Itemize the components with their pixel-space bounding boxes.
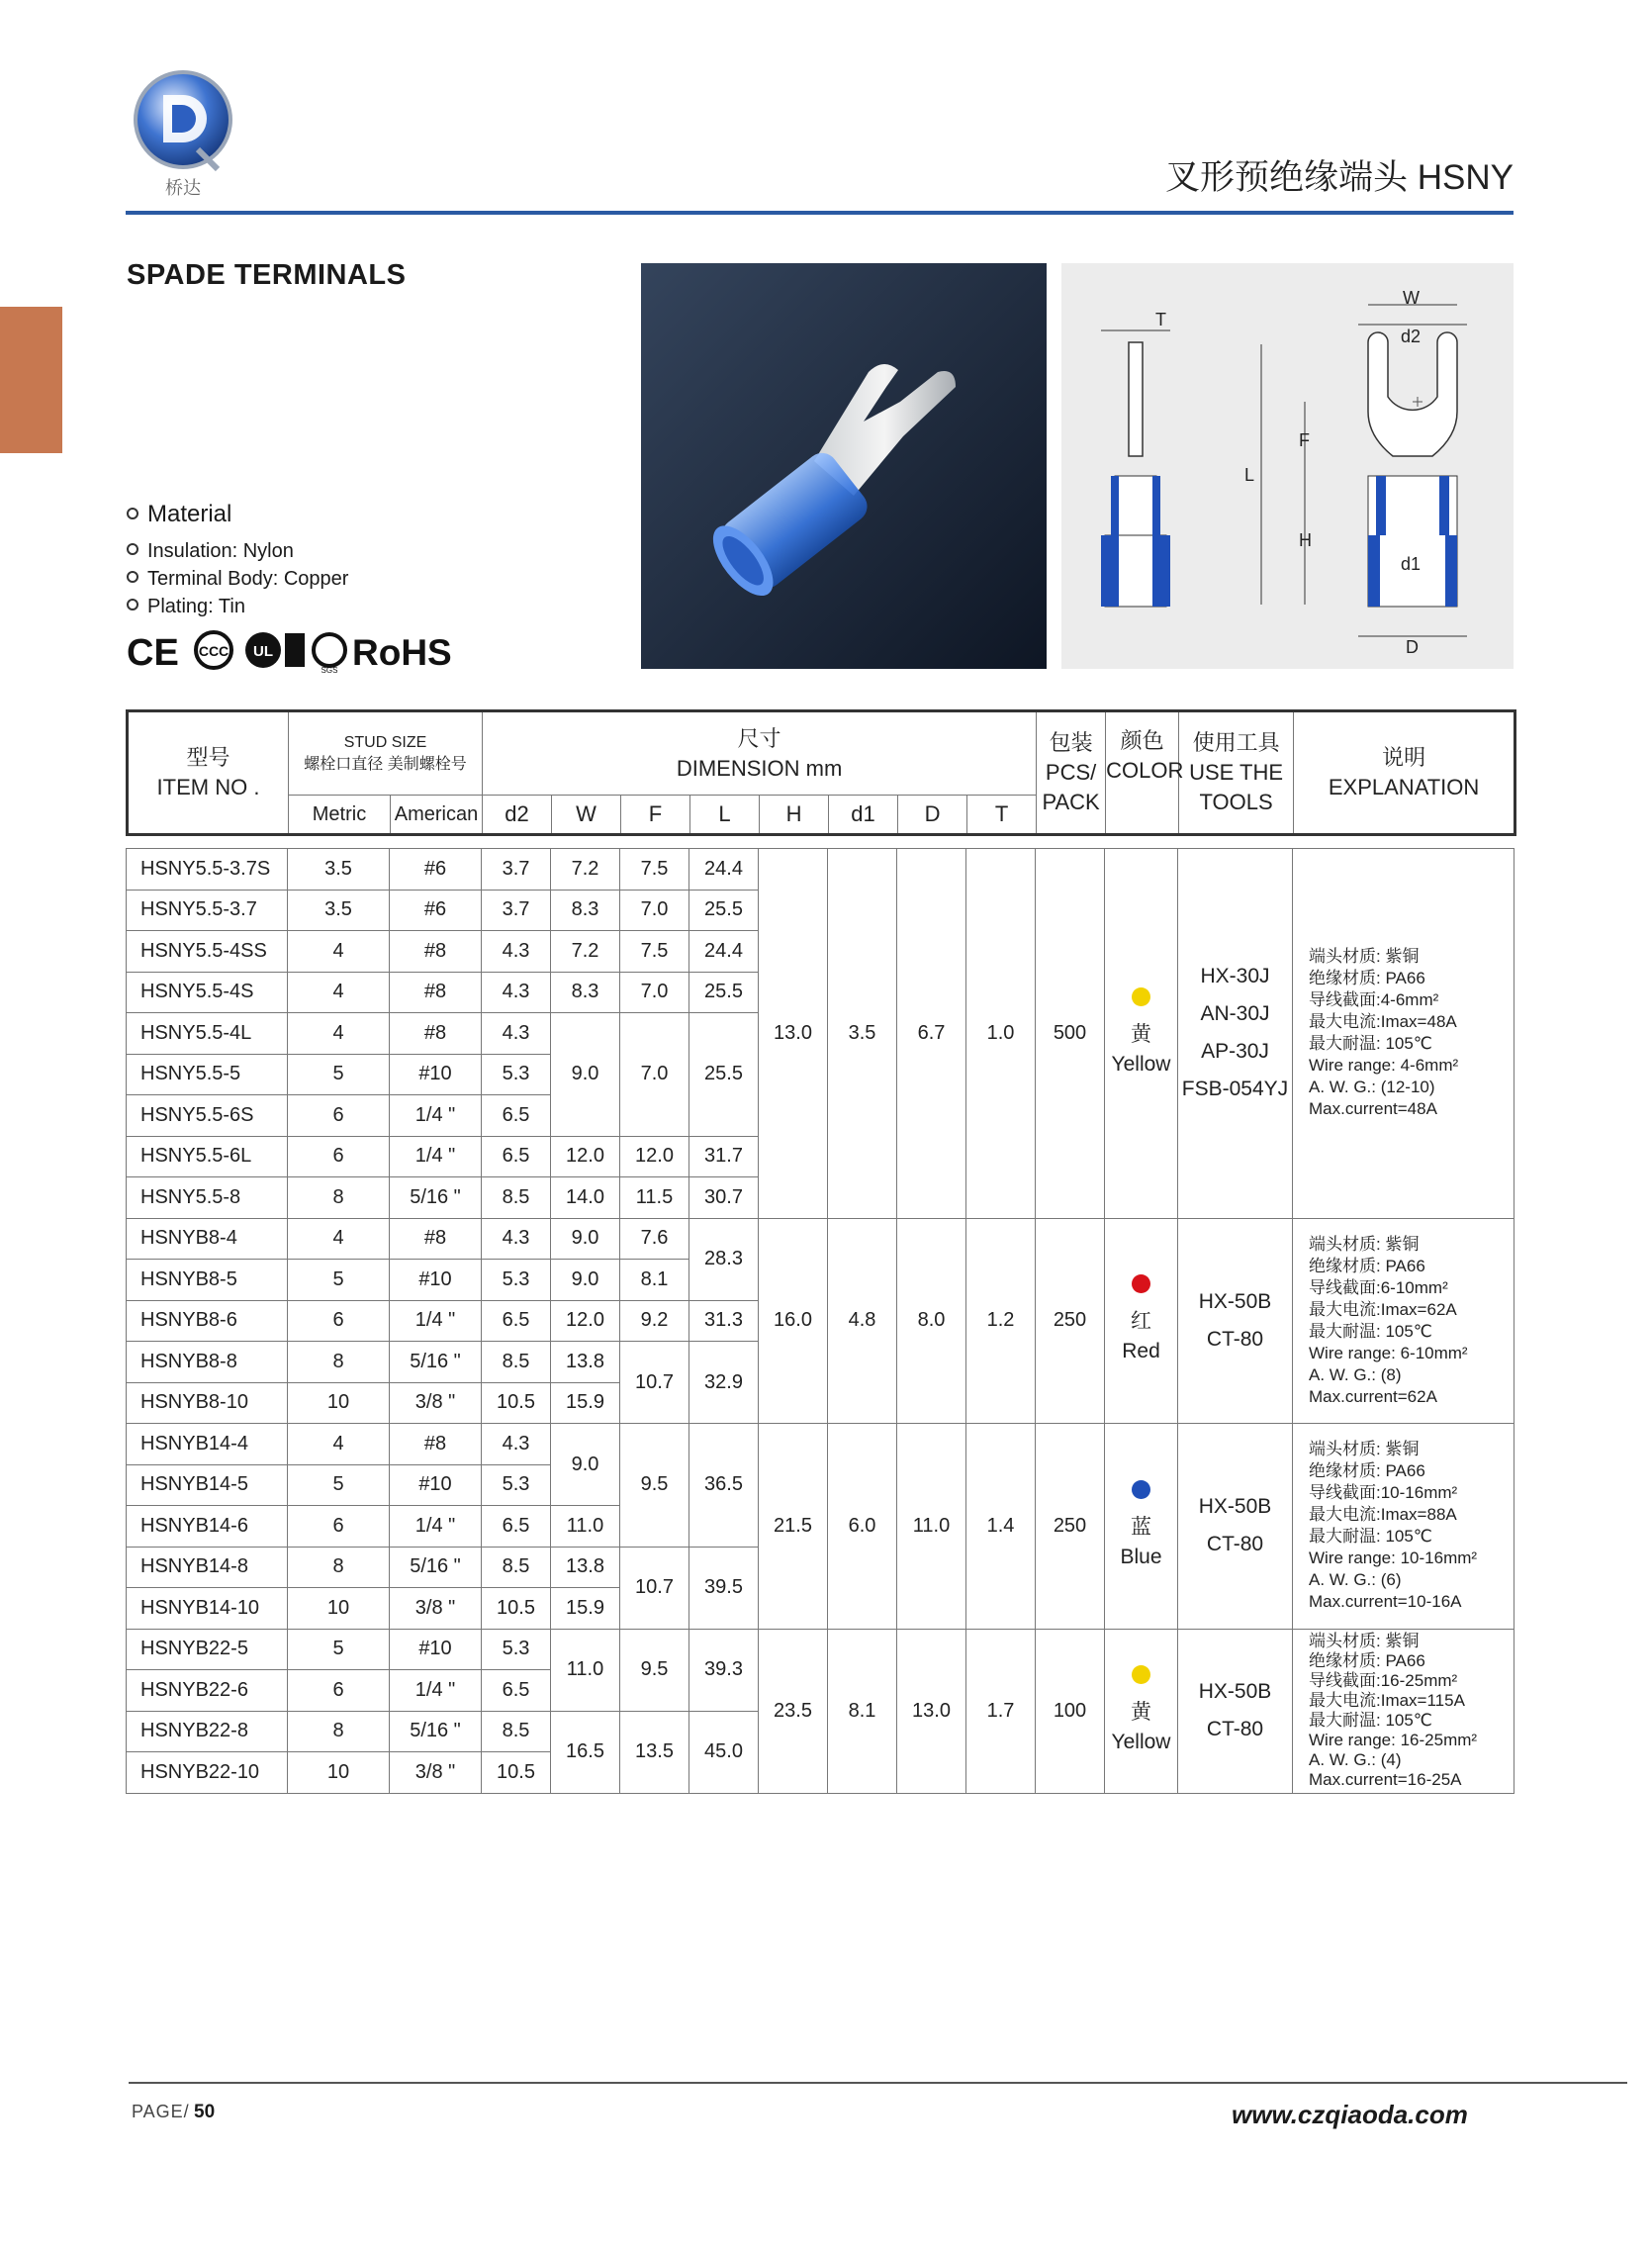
header-d1: d1 — [829, 796, 898, 835]
footer-rule — [129, 2082, 1627, 2084]
ul-mark — [245, 632, 305, 668]
svg-text:CE: CE — [127, 632, 179, 674]
explanation-cell: 端头材质: 紫铜 绝缘材质: PA66 导线截面:10-16mm² 最大电流:Imax=88A 最大耐温: 105℃ Wire range: 10-16mm² A. W. G.: (6) Max.current=10-16A — [1293, 1424, 1514, 1630]
material-plating: Plating: Tin — [127, 596, 245, 618]
svg-text:CCC: CCC — [198, 643, 229, 659]
svg-text:d2: d2 — [1401, 327, 1422, 346]
header-rule — [126, 211, 1514, 215]
table-row: HSNY5.5-4SS 4 #8 4.3 7.2 7.5 24.4 — [127, 931, 1514, 973]
tools-cell: HX-50B CT-80 — [1178, 1629, 1293, 1793]
material-heading: Material — [127, 501, 231, 528]
explanation-cell: 端头材质: 紫铜 绝缘材质: PA66 导线截面:6-10mm² 最大电流:Imax=62A 最大耐温: 105℃ Wire range: 6-10mm² A. W. G.: (8) Max.current=62A — [1293, 1218, 1514, 1424]
table-header — [126, 709, 1516, 836]
header-item: 型号 ITEM NO . — [128, 711, 289, 835]
svg-text:D: D — [1406, 637, 1419, 657]
page-title: 叉形预绝缘端头 HSNY — [1165, 158, 1514, 197]
header-d2: d2 — [483, 796, 552, 835]
table-row: HSNYB8-4 4 #8 4.3 9.0 7.6 28.3 16.0 4.8 8.0 1.2 250 红 Red HX-50B CT-80 端头材质: 紫铜 绝缘材质: PA66 导线截面:6-10mm² 最大电流:Imax=62A 最大耐温: 105℃ Wire range: 6-10mm² A. W. G.: (8) Max.current=62A — [127, 1218, 1514, 1260]
header-d: D — [898, 796, 967, 835]
header-color: 颜色 COLOR — [1106, 711, 1179, 835]
header-stud-size: STUD SIZE 螺栓口直径 美制螺栓号 — [289, 711, 483, 796]
header-h: H — [760, 796, 829, 835]
certification-marks — [127, 625, 503, 675]
page-label: PAGE/ — [132, 2102, 190, 2121]
tools-cell: HX-50B CT-80 — [1178, 1424, 1293, 1630]
table-row: HSNY5.5-6L 6 1/4 " 6.5 12.0 12.0 31.7 — [127, 1136, 1514, 1177]
header-f: F — [621, 796, 690, 835]
color-cell: 黄 Yellow — [1105, 1629, 1178, 1793]
sgs-mark — [314, 634, 345, 675]
material-body: Terminal Body: Copper — [127, 568, 348, 591]
table-row: HSNYB14-5 5 #10 5.3 — [127, 1464, 1514, 1506]
page-number: 50 — [194, 2102, 216, 2122]
dimension-diagram — [1061, 263, 1514, 669]
header-explanation: 说明 EXPLANATION — [1294, 711, 1515, 835]
table-row: HSNY5.5-3.7S 3.5 #6 3.7 7.2 7.5 24.4 13.0 3.5 6.7 1.0 500 黄 Yellow HX-30J AN-30J AP-30J FSB-054YJ 端头材质: 紫铜 绝缘材质: PA66 导线截面:4-6mm² 最大电流:Imax=48A 最大耐温: 105℃ Wire range: 4-6mm² A. W. G.: (12-10) Max.current=48A — [127, 849, 1514, 891]
rohs-mark: RoHS — [352, 632, 452, 673]
yellow-color-dot — [1132, 987, 1150, 1006]
table-row: HSNYB22-8 8 5/16 " 8.5 16.5 13.5 45.0 — [127, 1711, 1514, 1752]
yellow-color-dot — [1132, 1665, 1150, 1684]
table-row: HSNY5.5-6S 6 1/4 " 6.5 — [127, 1095, 1514, 1137]
color-cell: 黄 Yellow — [1105, 849, 1178, 1219]
explanation-cell: 端头材质: 紫铜 绝缘材质: PA66 导线截面:4-6mm² 最大电流:Imax=48A 最大耐温: 105℃ Wire range: 4-6mm² A. W. G.: (12-10) Max.current=48A — [1293, 849, 1514, 1219]
table-row: HSNYB8-8 8 5/16 " 8.5 13.8 10.7 32.9 — [127, 1342, 1514, 1383]
svg-text:H: H — [1299, 530, 1312, 550]
header-dimension: 尺寸 DIMENSION mm — [483, 711, 1037, 796]
table-row: HSNY5.5-3.7 3.5 #6 3.7 8.3 7.0 25.5 — [127, 890, 1514, 931]
header-american: American — [391, 796, 483, 835]
section-title: SPADE TERMINALS — [127, 259, 407, 291]
color-cell: 红 Red — [1105, 1218, 1178, 1424]
table-row: HSNYB8-10 10 3/8 " 10.5 15.9 — [127, 1382, 1514, 1424]
header-w: W — [552, 796, 621, 835]
svg-text:SGS: SGS — [321, 666, 338, 675]
table-row: HSNYB14-4 4 #8 4.3 9.0 9.5 36.5 21.5 6.0 11.0 1.4 250 蓝 Blue HX-50B CT-80 端头材质: 紫铜 绝缘材质: PA66 导线截面:10-16mm² 最大电流:Imax=88A 最大耐温: 105℃ Wire range: 10-16mm² A. W. G.: (6) Max.current=10-16A — [127, 1424, 1514, 1465]
svg-text:F: F — [1299, 430, 1310, 450]
side-tab — [0, 307, 62, 453]
material-insulation: Insulation: Nylon — [127, 540, 294, 563]
header-t: T — [967, 796, 1037, 835]
svg-text:桥达: 桥达 — [165, 178, 201, 199]
table-row: HSNYB14-8 8 5/16 " 8.5 13.8 10.7 39.5 — [127, 1547, 1514, 1588]
blue-color-dot — [1132, 1480, 1150, 1499]
table-row: HSNYB22-5 5 #10 5.3 11.0 9.5 39.3 23.5 8.1 13.0 1.7 100 黄 Yellow HX-50B CT-80 端头材质: 紫铜 绝缘材质: PA66 导线截面:16-25mm² 最大电流:Imax=115A 最大耐温: 105℃ Wire range: 16-25mm² A. W. G.: (4) Max.current=16-25A — [127, 1629, 1514, 1670]
table-row: HSNYB8-5 5 #10 5.3 9.0 8.1 — [127, 1260, 1514, 1301]
svg-text:W: W — [1403, 288, 1420, 308]
svg-text:T: T — [1155, 310, 1166, 329]
table-row: HSNYB22-6 6 1/4 " 6.5 — [127, 1670, 1514, 1712]
tools-cell: HX-50B CT-80 — [1178, 1218, 1293, 1424]
table-row: HSNYB14-10 10 3/8 " 10.5 15.9 — [127, 1588, 1514, 1630]
tools-cell: HX-30J AN-30J AP-30J FSB-054YJ — [1178, 849, 1293, 1219]
company-logo — [129, 65, 237, 204]
product-photo — [641, 263, 1047, 669]
table-row: HSNY5.5-8 8 5/16 " 8.5 14.0 11.5 30.7 — [127, 1177, 1514, 1219]
svg-text:d1: d1 — [1401, 554, 1422, 574]
header-tools: 使用工具 USE THE TOOLS — [1179, 711, 1294, 835]
svg-text:UL: UL — [253, 643, 273, 660]
table-row: HSNY5.5-4S 4 #8 4.3 8.3 7.0 25.5 — [127, 972, 1514, 1013]
table-row: HSNY5.5-5 5 #10 5.3 — [127, 1054, 1514, 1095]
svg-text:L: L — [1244, 465, 1255, 485]
spec-table — [126, 848, 1514, 1794]
red-color-dot — [1132, 1274, 1150, 1293]
ccc-mark — [196, 632, 231, 668]
table-row: HSNY5.5-4L 4 #8 4.3 9.0 7.0 25.5 — [127, 1013, 1514, 1055]
ce-mark — [127, 632, 179, 674]
explanation-cell: 端头材质: 紫铜 绝缘材质: PA66 导线截面:16-25mm² 最大电流:Imax=115A 最大耐温: 105℃ Wire range: 16-25mm² A. W. G.: (4) Max.current=16-25A — [1293, 1629, 1514, 1793]
table-row: HSNYB8-6 6 1/4 " 6.5 12.0 9.2 31.3 — [127, 1300, 1514, 1342]
website-link[interactable]: www.czqiaoda.com — [1232, 2100, 1468, 2129]
color-cell: 蓝 Blue — [1105, 1424, 1178, 1630]
header-l: L — [690, 796, 760, 835]
header-pack: 包装 PCS/ PACK — [1037, 711, 1106, 835]
table-row: HSNYB22-10 10 3/8 " 10.5 — [127, 1752, 1514, 1794]
header-metric: Metric — [289, 796, 391, 835]
table-row: HSNYB14-6 6 1/4 " 6.5 11.0 — [127, 1506, 1514, 1548]
